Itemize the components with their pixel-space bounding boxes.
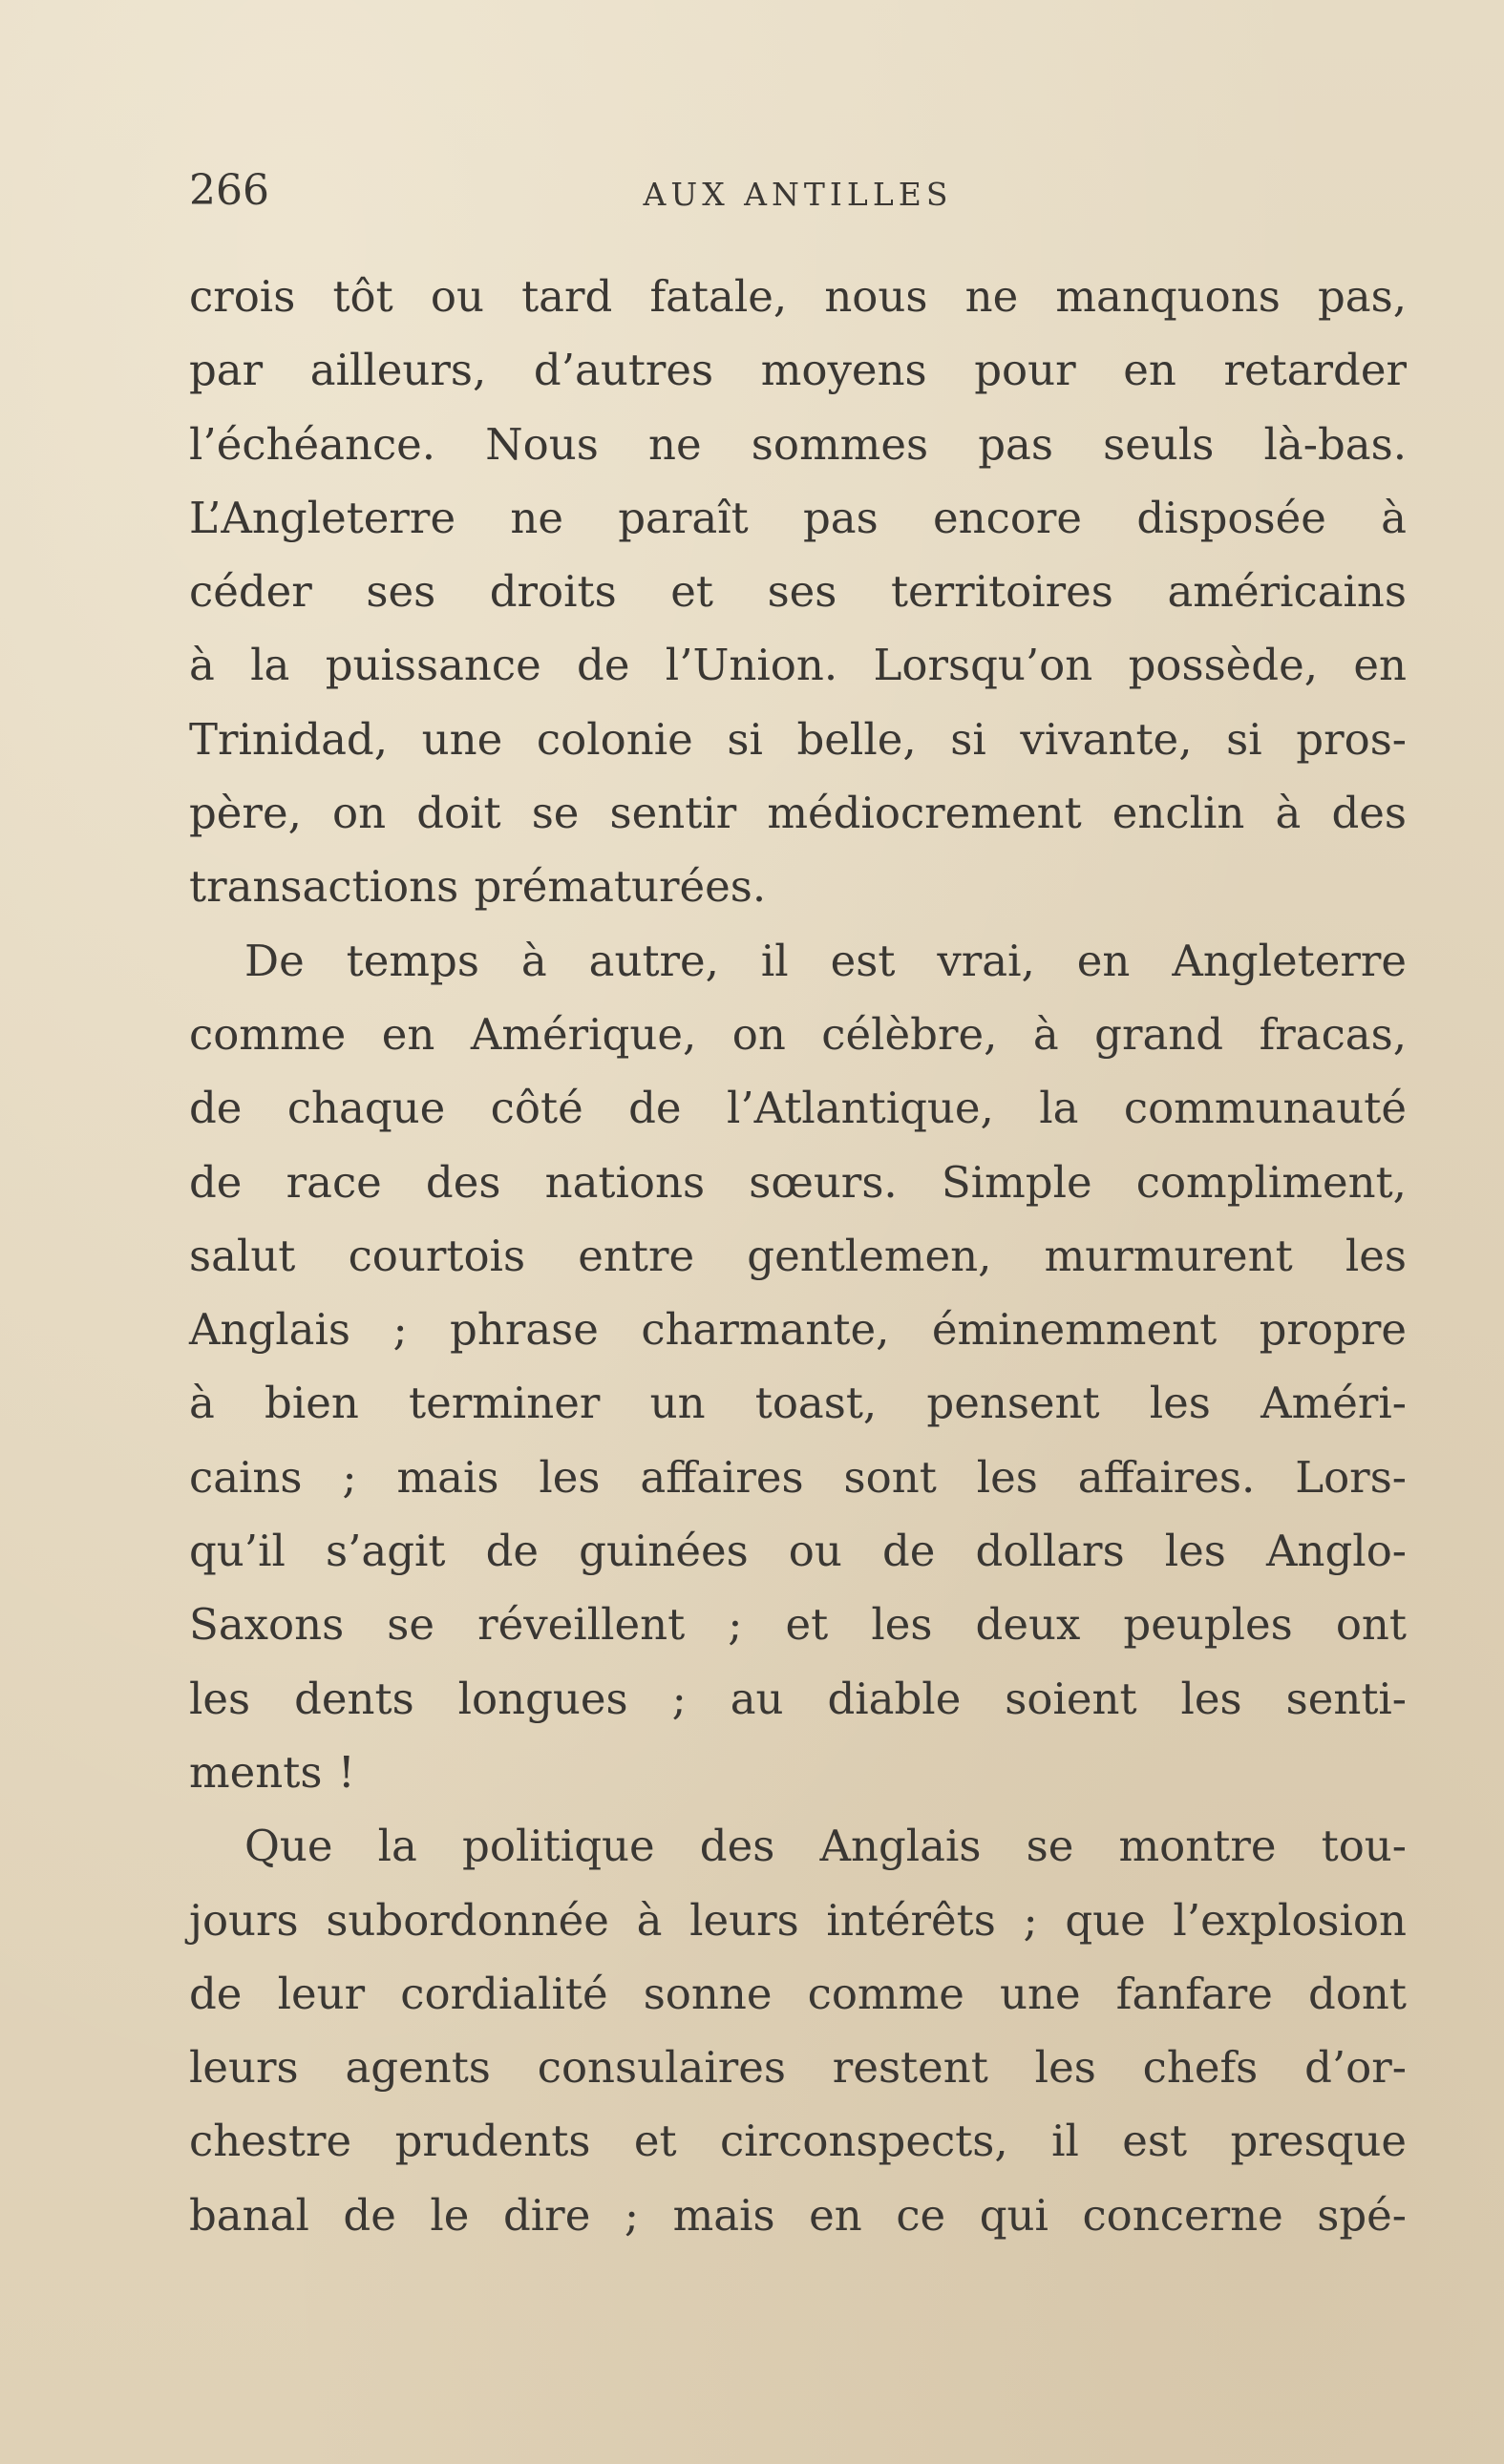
paragraph-start-line: Que la politique des Anglais se montre tou- <box>244 1821 1407 1872</box>
text-line: par ailleurs, d’autres moyens pour en retarder <box>189 345 1407 396</box>
text-line: chestre prudents et circonspects, il est presque <box>189 2116 1407 2167</box>
text-line: Trinidad, une colonie si belle, si vivante, si pros- <box>189 713 1407 765</box>
running-title: AUX ANTILLES <box>643 176 953 213</box>
paragraph-end-line: transactions prématurées. <box>189 861 767 913</box>
page-header <box>189 162 1407 220</box>
text-line: à bien terminer un toast, pensent les Améri- <box>189 1378 1407 1429</box>
body-text <box>189 260 1407 2252</box>
paragraph-start-line: De temps à autre, il est vrai, en Angleterre <box>244 935 1407 986</box>
text-line: céder ses droits et ses territoires américains <box>189 566 1407 618</box>
text-line: comme en Amérique, on célèbre, à grand fracas, <box>189 1008 1407 1060</box>
text-line: Anglais ; phrase charmante, éminemment propre <box>189 1304 1407 1356</box>
text-line: de leur cordialité sonne comme une fanfare dont <box>189 1968 1407 2019</box>
text-line: à la puissance de l’Union. Lorsqu’on possède, en <box>189 640 1407 691</box>
text-line: l’échéance. Nous ne sommes pas seuls là-bas. <box>189 418 1407 470</box>
text-line: jours subordonnée à leurs intérêts ; que l’explosion <box>189 1894 1407 1946</box>
text-line: leurs agents consulaires restent les chefs d’or- <box>189 2042 1407 2094</box>
page-number: 266 <box>189 166 269 215</box>
text-line: crois tôt ou tard fatale, nous ne manquons pas, <box>189 271 1407 322</box>
text-line: cains ; mais les affaires sont les affaires. Lors- <box>189 1451 1407 1503</box>
text-line: salut courtois entre gentlemen, murmurent les <box>189 1230 1407 1281</box>
text-line: de chaque côté de l’Atlantique, la communauté <box>189 1083 1407 1134</box>
text-line: Saxons se réveillent ; et les deux peuples ont <box>189 1599 1407 1651</box>
paragraph-end-line: ments ! <box>189 1746 355 1798</box>
text-line: qu’il s’agit de guinées ou de dollars les Anglo- <box>189 1526 1407 1577</box>
text-line: L’Angleterre ne paraît pas encore disposée à <box>189 492 1407 543</box>
text-line: de race des nations sœurs. Simple compliment, <box>189 1156 1407 1208</box>
text-line: père, on doit se sentir médiocrement enclin à des <box>189 788 1407 839</box>
text-line: les dents longues ; au diable soient les senti- <box>189 1673 1407 1724</box>
text-line: banal de le dire ; mais en ce qui concerne spé- <box>189 2189 1407 2241</box>
